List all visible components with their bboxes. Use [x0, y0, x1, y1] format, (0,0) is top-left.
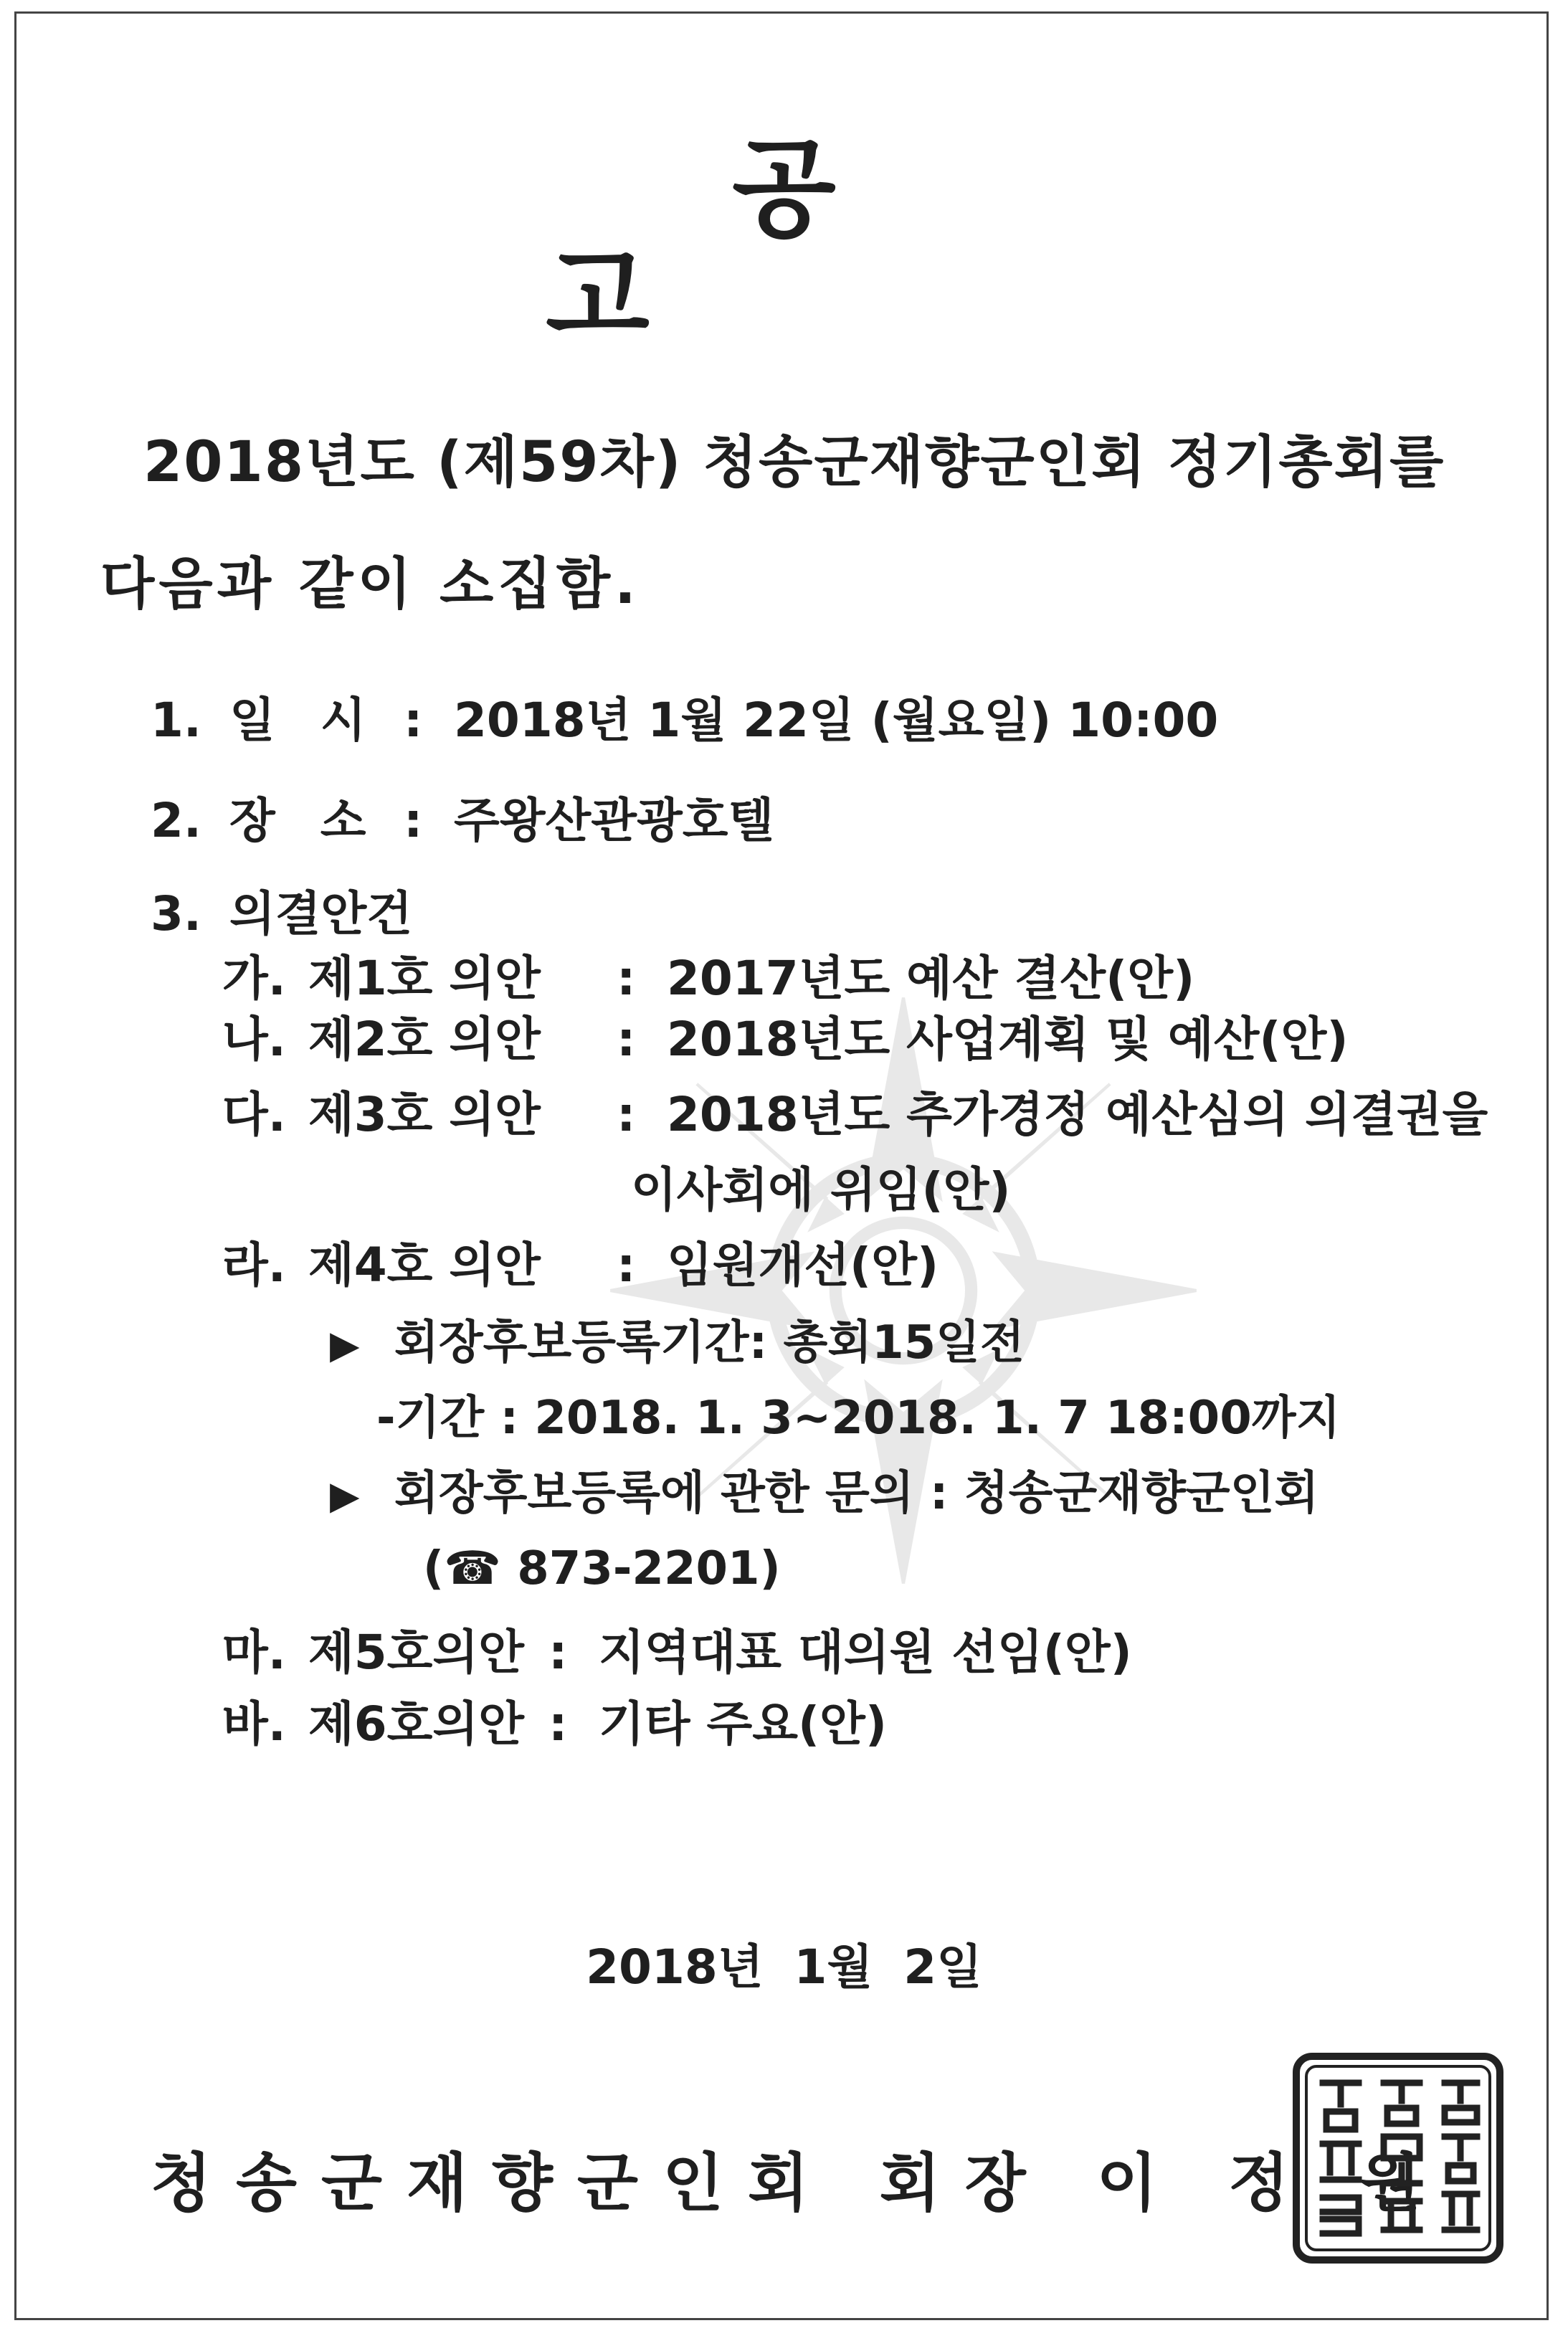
agenda-item-5: [222, 1624, 1132, 1681]
agenda-item-2: [222, 1011, 1349, 1068]
section-agenda: [151, 885, 412, 942]
section-label: 일 시: [229, 693, 381, 748]
agenda-separator: :: [617, 1238, 636, 1293]
agenda-mark: 라.: [222, 1238, 286, 1293]
registration-inquiry-text: 회장후보등록에 관한 문의 : 청송군재향군인회: [394, 1467, 1319, 1520]
section-value: 주왕산관광호텔: [453, 793, 774, 848]
agenda-separator: :: [617, 1087, 636, 1142]
notice-date: 2018년 1월 2일: [586, 1939, 982, 1995]
agenda-text: 지역대표 대의원 선임(안): [599, 1625, 1132, 1680]
agenda-separator: :: [548, 1696, 568, 1752]
agenda-text: 2018년도 추가경정 예산심의 의결권을: [667, 1087, 1488, 1142]
agenda-text: 임원개선(안): [667, 1238, 939, 1293]
agenda-separator: :: [617, 951, 636, 1006]
agenda-text: 2017년도 예산 결산(안): [667, 951, 1195, 1006]
agenda-mark: 가.: [222, 951, 286, 1006]
agenda-number: 제6호의안: [308, 1696, 524, 1752]
section-datetime: [151, 692, 1218, 749]
agenda-number: 제1호 의안: [308, 951, 541, 1006]
candidate-registration-note: [330, 1316, 1025, 1371]
section-separator: :: [403, 693, 423, 748]
intro-line-2: 다음과 같이 소집함.: [100, 552, 640, 617]
agenda-mark: 나.: [222, 1012, 286, 1067]
intro-line-1: 2018년도 (제59차) 청송군재향군인회 정기총회를: [143, 430, 1445, 495]
agenda-item-3: [222, 1086, 1488, 1143]
section-value: 2018년 1월 22일 (월요일) 10:00: [453, 693, 1219, 748]
page-title: 공 고: [546, 128, 1209, 360]
agenda-mark: 바.: [222, 1696, 286, 1752]
registration-inquiry-note: [330, 1466, 1318, 1521]
section-number: 3.: [151, 886, 201, 941]
agenda-number: 제3호 의안: [308, 1087, 541, 1142]
agenda-number: 제2호 의안: [308, 1012, 541, 1067]
agenda-number: 제4호 의안: [308, 1238, 541, 1293]
section-separator: :: [403, 793, 423, 848]
play-arrow-icon: ▶: [330, 1473, 360, 1518]
agenda-item-3-continued: 이사회에 위임(안): [631, 1162, 1011, 1217]
contact-phone: (☎ 873-2201): [423, 1542, 781, 1595]
section-venue: [151, 792, 774, 849]
agenda-item-4: [222, 1237, 939, 1293]
agenda-mark: 마.: [222, 1625, 286, 1680]
signature-line: 청송군재향군인회 회장 이 정 원: [151, 2146, 1445, 2220]
official-seal-icon: [1291, 2051, 1506, 2266]
agenda-separator: :: [617, 1012, 636, 1067]
section-number: 1.: [151, 693, 201, 748]
registration-period: -기간 : 2018. 1. 3~2018. 1. 7 18:00까지: [376, 1392, 1341, 1445]
agenda-number: 제5호의안: [308, 1625, 524, 1680]
section-label: 의결안건: [229, 886, 413, 941]
agenda-mark: 다.: [222, 1087, 286, 1142]
agenda-text: 2018년도 사업계획 및 예산(안): [667, 1012, 1349, 1067]
agenda-item-1: [222, 950, 1194, 1007]
agenda-separator: :: [548, 1625, 568, 1680]
agenda-item-6: [222, 1696, 887, 1752]
section-number: 2.: [151, 793, 201, 848]
section-label: 장 소: [229, 793, 381, 848]
agenda-text: 기타 주요(안): [599, 1696, 888, 1752]
intro-paragraph: [100, 402, 1506, 645]
candidate-registration-text: 회장후보등록기간: 총회15일전: [394, 1316, 1025, 1369]
play-arrow-icon: ▶: [330, 1322, 360, 1367]
